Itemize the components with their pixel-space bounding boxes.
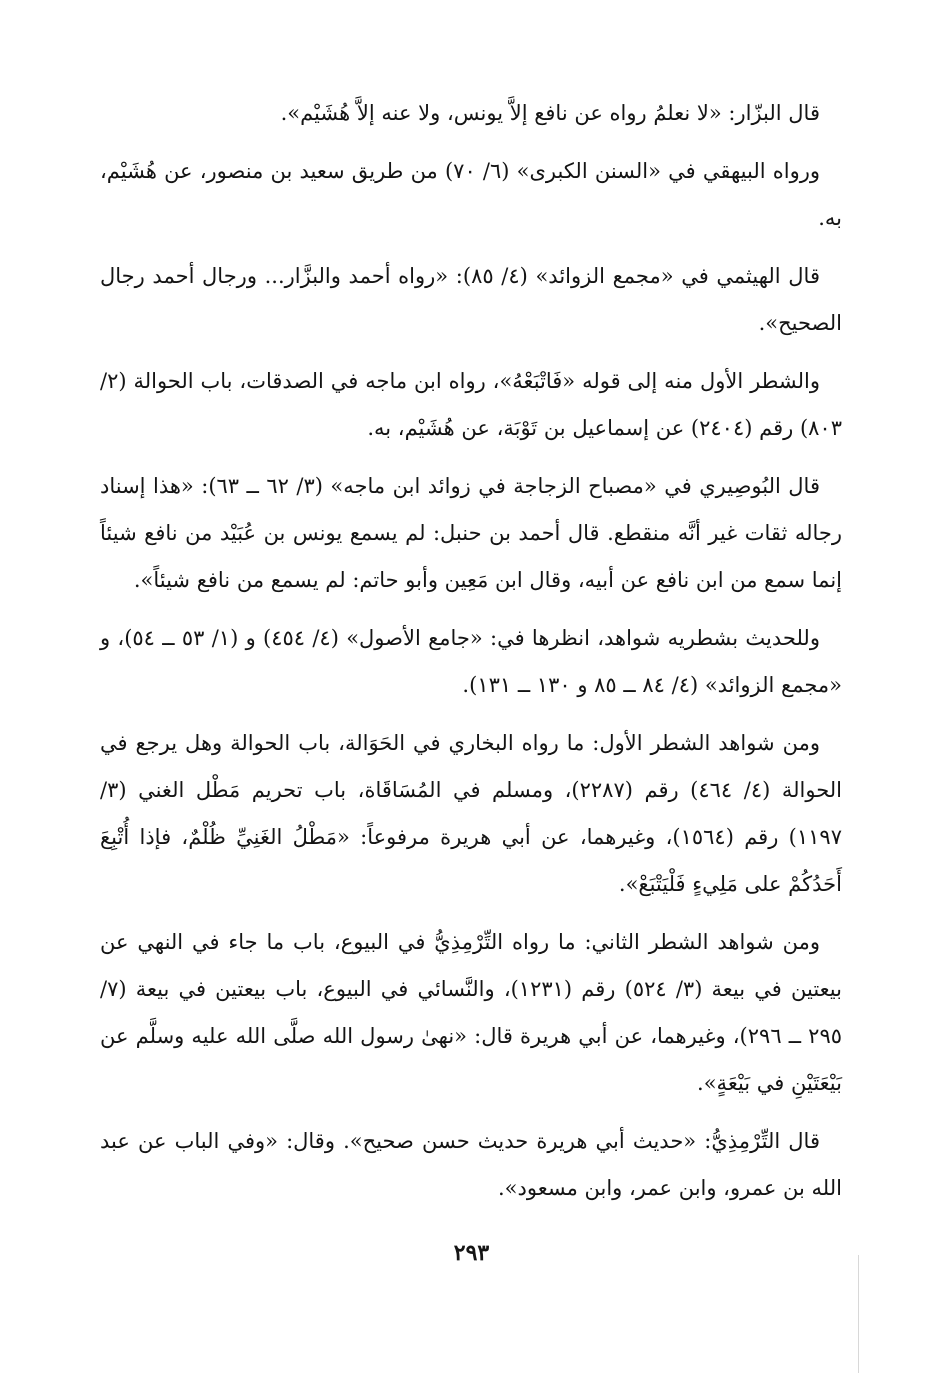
paragraph-first-part-witnesses: ومن شواهد الشطر الأول: ما رواه البخاري في الحَوَالة، باب الحوالة وهل يرجع في الحوالة (٤/ ٤٦٤) رقم (٢٢٨٧)، ومسلم في المُسَاقَاة، باب تحريم مَطْل الغني (٣/ ١١٩٧) رقم (١٥٦٤)، وغيرهما، عن أبي هريرة مرفوعاً: «مَطْلُ الغَنِيِّ ظُلْمٌ، فإذا أُتْبِعَ أَحَدُكُمْ على مَلِيءٍ فَلْيَتْبَعْ». bbox=[100, 731, 842, 896]
paragraph-bazzar-quote: قال البزّار: «لا نعلمُ رواه عن نافع إلاَّ يونس، ولا عنه إلاَّ هُشَيْم». bbox=[280, 101, 820, 125]
paragraph-witnesses: وللحديث بشطريه شواهد، انظرها في: «جامع الأصول» (٤/ ٤٥٤) و (١/ ٥٣ ــ ٥٤)، و «مجمع الزوائد» (٤/ ٨٤ ــ ٨٥ و ١٣٠ ــ ١٣١). bbox=[100, 626, 842, 697]
page-body bbox=[100, 90, 842, 1223]
scan-edge-line bbox=[858, 1255, 859, 1373]
paragraph-tirmidhi-grading: قال التِّرْمِذِيُّ: «حديث أبي هريرة حديث حسن صحيح». وقال: «وفي الباب عن عبد الله بن عمرو، وابن عمر، وابن مسعود». bbox=[100, 1129, 842, 1200]
paragraph-first-part-ibn-majah: والشطر الأول منه إلى قوله «فَاتْبَعْهُ»، رواه ابن ماجه في الصدقات، باب الحوالة (٢/ ٨٠٣) رقم (٢٤٠٤) عن إسماعيل بن تَوْبَة، عن هُشَيْم، به. bbox=[100, 369, 842, 440]
page-number: ٢٩٣ bbox=[453, 1240, 490, 1266]
paragraph-busiri: قال البُوصِيري في «مصباح الزجاجة في زوائد ابن ماجه» (٣/ ٦٢ ــ ٦٣): «هذا إسناد رجاله ثقات غير أنَّه منقطع. قال أحمد بن حنبل: لم يسمع يونس بن عُبَيْد من نافع شيئاً إنما سمع من ابن نافع عن أبيه، وقال ابن مَعِين وأبو حاتم: لم يسمع من نافع شيئاً». bbox=[100, 474, 842, 592]
paragraph-bayhaqi: ورواه البيهقي في «السنن الكبرى» (٦/ ٧٠) من طريق سعيد بن منصور، عن هُشَيْم، به. bbox=[100, 159, 842, 230]
paragraph-haythami: قال الهيثمي في «مجمع الزوائد» (٤/ ٨٥): «رواه أحمد والبزَّار... ورجال أحمد رجال الصحيح». bbox=[100, 264, 842, 335]
paragraph-second-part-witnesses: ومن شواهد الشطر الثاني: ما رواه التِّرْمِذِيُّ في البيوع، باب ما جاء في النهي عن بيعتين في بيعة (٣/ ٥٢٤) رقم (١٢٣١)، والنَّسائي في البيوع، باب بيعتين في بيعة (٧/ ٢٩٥ ــ ٢٩٦)، وغيرهما، عن أبي هريرة قال: «نهىٰ رسول الله صلَّى الله عليه وسلَّم عن بَيْعَتَيْنِ في بَيْعَةٍ». bbox=[100, 930, 843, 1095]
